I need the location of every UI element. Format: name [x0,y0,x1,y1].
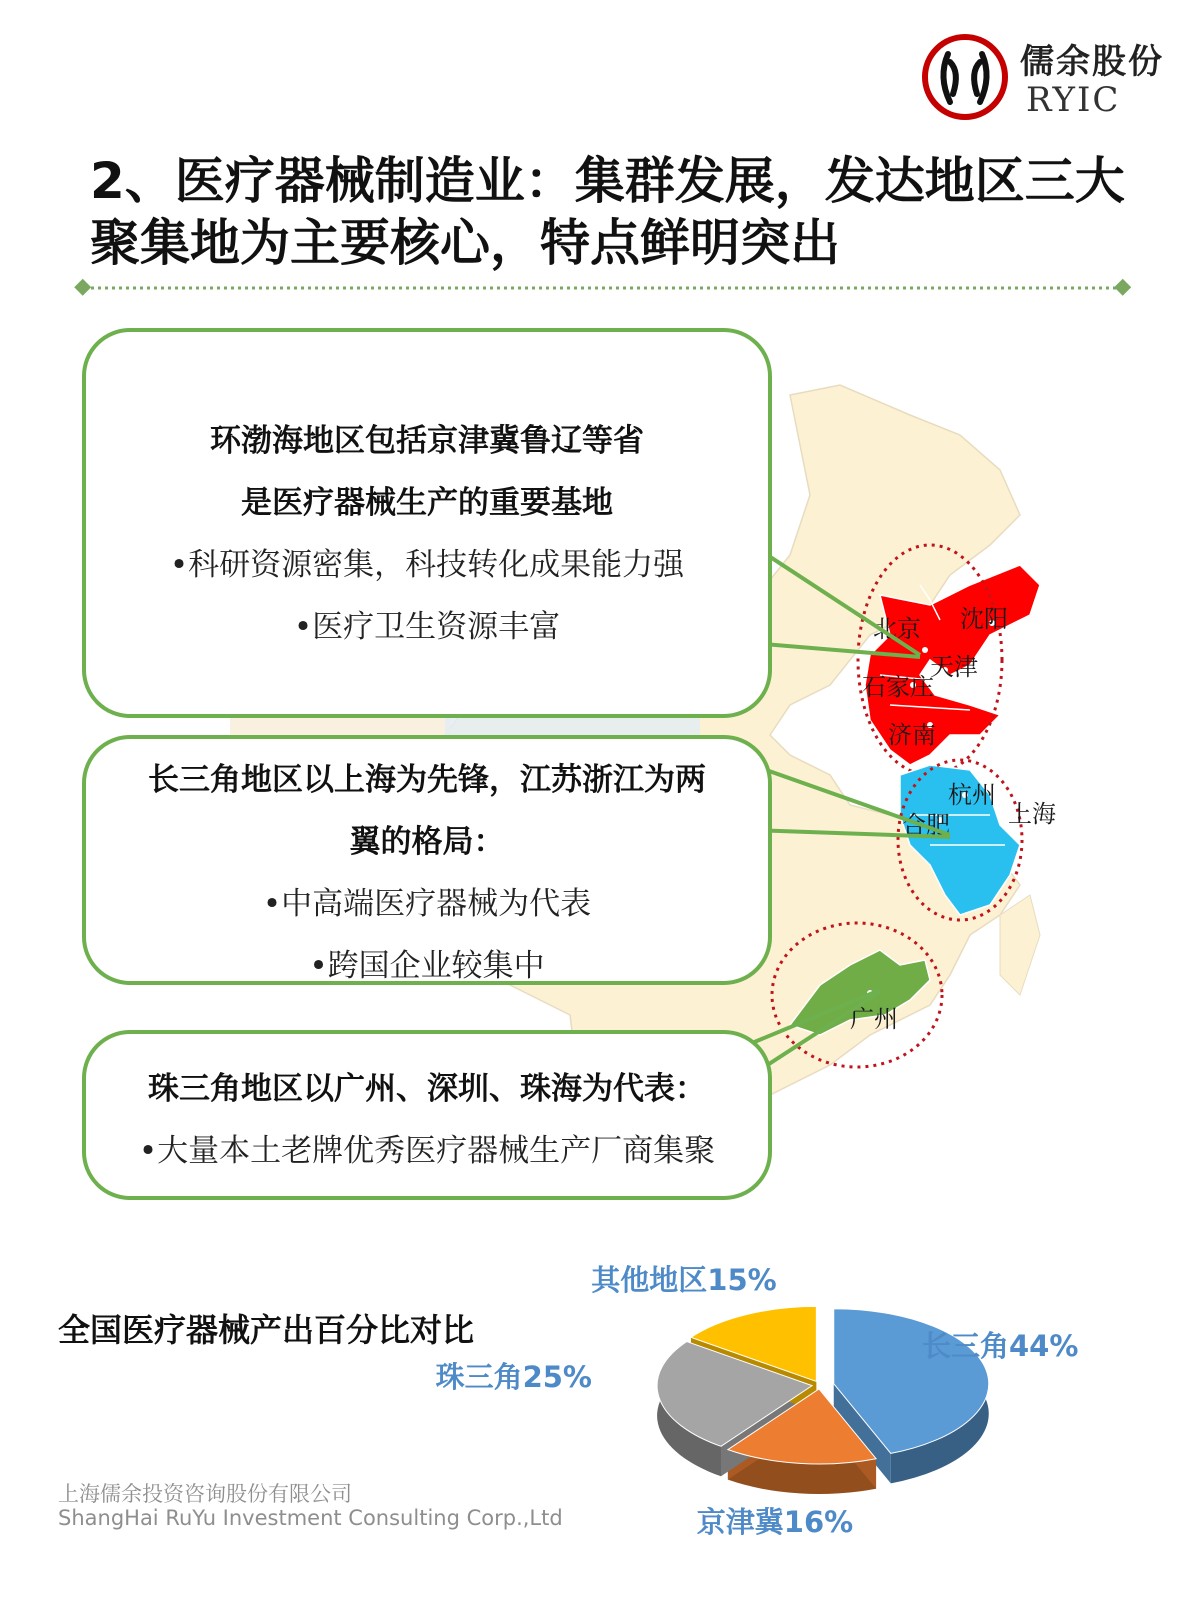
output-pie-chart [435,1263,1180,1590]
chart-title: 全国医疗器械产出百分比对比 [58,1311,475,1349]
city-label-shijiazhuang: 石家庄 [862,673,934,701]
pearl-heading: 珠三角地区以广州、深圳、珠海为代表： [148,1071,706,1107]
pie-label-2: 珠三角25% [435,1360,592,1394]
yangtze-bullet-1: •中高端医疗器械为代表 [262,886,592,922]
yangtze-bullet-2: •跨国企业较集中 [309,948,545,984]
pearl-callout [82,1030,772,1200]
bohai-callout [82,328,772,718]
pie-label-1: 京津冀16% [696,1505,854,1539]
logo-english-name: RYIC [1026,80,1121,120]
city-label-guangzhou: 广州 [850,1005,898,1033]
yangtze-callout [82,735,772,985]
city-label-shanghai: 上海 [1008,800,1056,828]
bohai-heading-line-1: 环渤海地区包括京津冀鲁辽等省 [210,423,644,459]
yangtze-heading-line-2: 翼的格局： [349,824,505,860]
title-divider [72,278,1132,298]
bohai-bullet-2: •医疗卫生资源丰富 [293,609,561,645]
pearl-bullet-1: •大量本土老牌优秀医疗器械生产厂商集聚 [138,1133,716,1169]
company-logo [920,28,1164,128]
pie-label-3: 其他地区15% [591,1263,777,1297]
city-label-hefei: 合肥 [902,811,950,839]
city-label-hangzhou: 杭州 [948,781,996,809]
pie-label-0: 长三角44% [922,1329,1079,1363]
footer-company-cn: 上海儒余投资咨询股份有限公司 [58,1482,352,1506]
bohai-heading-line-2: 是医疗器械生产的重要基地 [241,485,613,521]
city-label-tianjin: 天津 [930,653,978,681]
city-label-jinan: 济南 [888,721,936,749]
logo-emblem-icon [920,32,1010,122]
city-label-beijing: 北京 [873,615,921,643]
yangtze-heading-line-1: 长三角地区以上海为先锋，江苏浙江为两 [148,762,706,798]
bohai-bullet-1: •科研资源密集，科技转化成果能力强 [169,547,685,583]
logo-chinese-name: 儒余股份 [1020,42,1164,82]
page-title: 2、医疗器械制造业：集群发展，发达地区三大聚集地为主要核心，特点鲜明突出 [90,152,1125,272]
city-label-shenyang: 沈阳 [960,605,1008,633]
footer-company-en: ShangHai RuYu Investment Consulting Corp.,Ltd [58,1506,563,1530]
